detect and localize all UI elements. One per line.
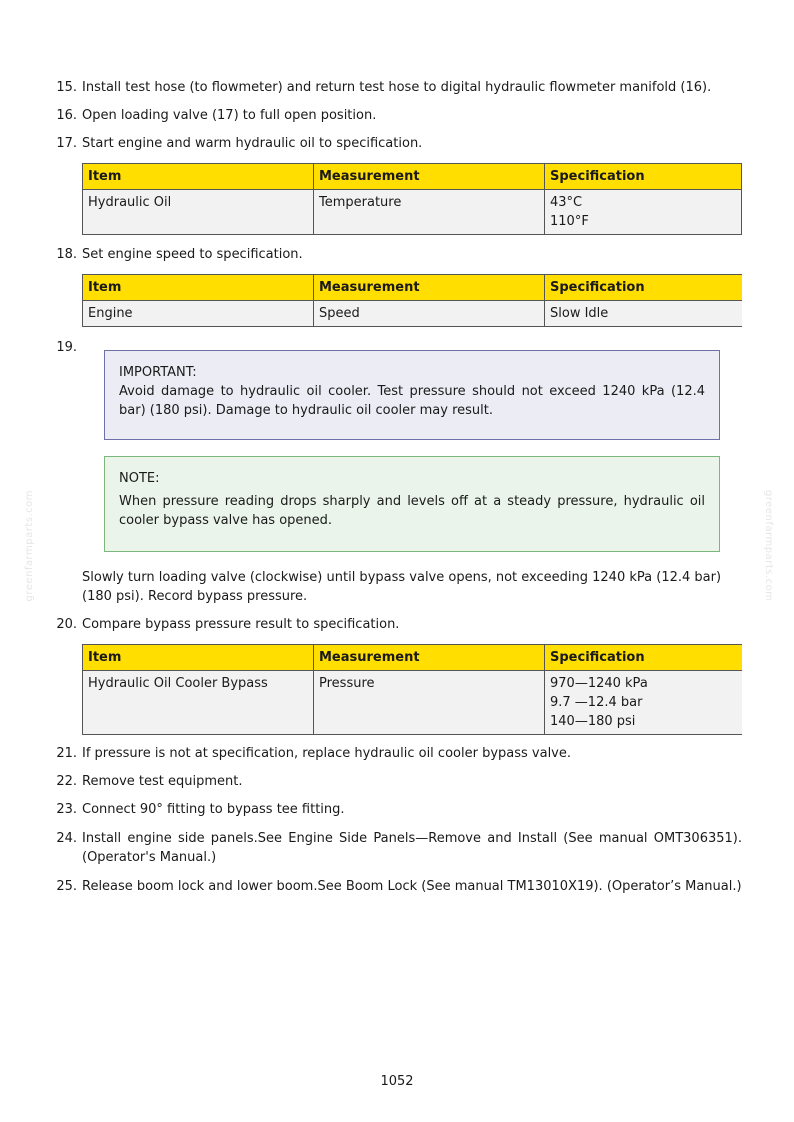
step-number: 21. [56, 746, 77, 761]
note-label: NOTE: [119, 471, 160, 486]
step-number: 23. [56, 802, 77, 817]
step-text: Install engine side panels.See Engine Side Panels—Remove and Install (See manual OMT306351). (Operator's Manual.) [82, 831, 742, 865]
step-17 [55, 134, 742, 154]
spec-value: Slow Idle [550, 306, 609, 321]
header-specification: Specification [545, 275, 743, 301]
header-specification: Specification [545, 645, 743, 671]
cell-measurement: Speed [314, 301, 545, 327]
step-22 [55, 772, 742, 792]
important-notice [104, 350, 720, 440]
step-text: Open loading valve (17) to full open position. [82, 108, 377, 123]
step-16 [55, 106, 742, 126]
step-18 [55, 245, 742, 265]
note-box [104, 456, 720, 552]
step-number: 19. [56, 340, 77, 355]
step-number: 25. [56, 879, 77, 894]
cell-measurement: Pressure [314, 671, 545, 735]
step-number: 20. [56, 617, 77, 632]
cell-item: Hydraulic Oil [83, 190, 314, 235]
step-text: Set engine speed to specification. [82, 247, 303, 262]
spec-value: 110°F [550, 214, 589, 229]
spec-table-bypass [82, 644, 742, 735]
step-text: Release boom lock and lower boom.See Boom Lock (See manual TM13010X19). (Operator’s Manual.) [82, 879, 742, 894]
step-21 [55, 744, 742, 764]
spec-value: 970—1240 kPa [550, 676, 648, 691]
step-text: Install test hose (to flowmeter) and return test hose to digital hydraulic flowmeter manifold (16). [82, 80, 712, 95]
cell-specification [545, 301, 743, 327]
header-measurement: Measurement [314, 275, 545, 301]
watermark-right: greenfarmparts.com [763, 490, 774, 602]
important-text: Avoid damage to hydraulic oil cooler. Test pressure should not exceed 1240 kPa (12.4 bar) (180 psi). Damage to hydraulic oil cooler may result. [119, 384, 705, 418]
header-measurement: Measurement [314, 645, 545, 671]
spec-value: 9.7 —12.4 bar [550, 695, 643, 710]
step-25 [55, 877, 742, 897]
cell-specification [545, 190, 742, 235]
page-number: 1052 [380, 1074, 414, 1089]
step-23 [55, 800, 742, 820]
step-number: 17. [56, 136, 77, 151]
cell-item: Hydraulic Oil Cooler Bypass [83, 671, 314, 735]
step-19 [55, 568, 742, 608]
spec-value: 43°C [550, 195, 583, 210]
step-text: If pressure is not at specification, replace hydraulic oil cooler bypass valve. [82, 746, 572, 761]
step-24 [55, 829, 742, 869]
step-number: 15. [56, 80, 77, 95]
step-text: Connect 90° fitting to bypass tee fitting. [82, 802, 345, 817]
spec-table-engine [82, 274, 742, 327]
header-item: Item [83, 645, 314, 671]
step-number: 24. [56, 831, 77, 846]
cell-specification [545, 671, 743, 735]
header-item: Item [83, 275, 314, 301]
step-number: 18. [56, 247, 77, 262]
step-20 [55, 615, 742, 635]
header-item: Item [83, 164, 314, 190]
step-number: 16. [56, 108, 77, 123]
spec-value: 140—180 psi [550, 714, 636, 729]
watermark-left: greenfarmparts.com [24, 490, 35, 602]
cell-item: Engine [83, 301, 314, 327]
header-specification: Specification [545, 164, 742, 190]
step-number: 22. [56, 774, 77, 789]
step-15 [55, 78, 742, 98]
step-text: Compare bypass pressure result to specification. [82, 617, 400, 632]
step-text: Start engine and warm hydraulic oil to specification. [82, 136, 423, 151]
header-measurement: Measurement [314, 164, 545, 190]
spec-table-hydraulic-oil [82, 163, 742, 235]
important-label: IMPORTANT: [119, 365, 197, 380]
step-text: Slowly turn loading valve (clockwise) until bypass valve opens, not exceeding 1240 kPa (12.4 bar) (180 psi). Record bypass pressure. [82, 570, 722, 604]
step-text: Remove test equipment. [82, 774, 243, 789]
cell-measurement: Temperature [314, 190, 545, 235]
note-text: When pressure reading drops sharply and levels off at a steady pressure, hydraulic oil cooler bypass valve has opened. [119, 494, 705, 528]
